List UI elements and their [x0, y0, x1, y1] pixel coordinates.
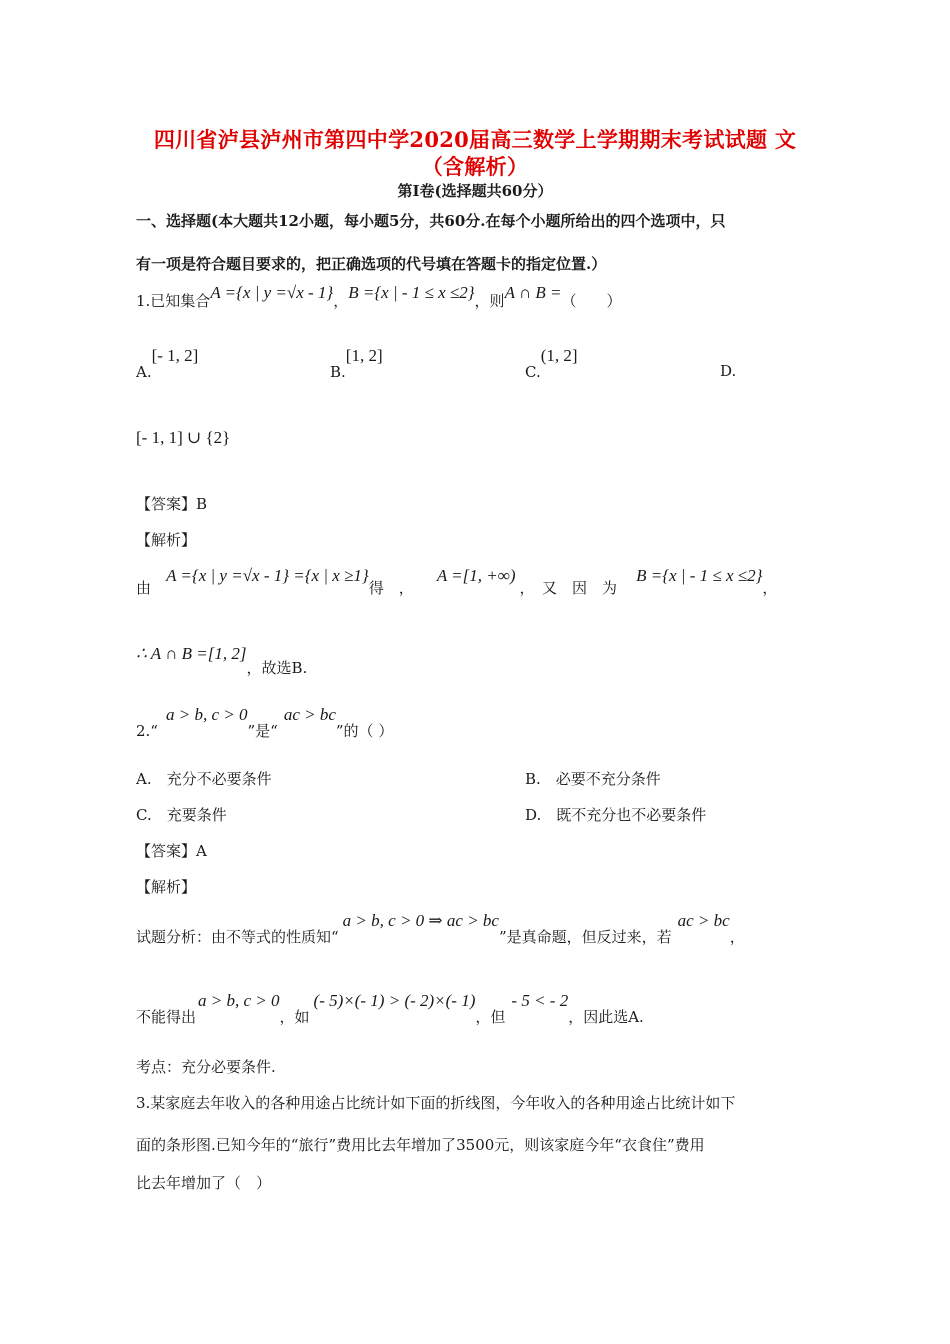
q1-option-b-math: [1, 2]	[345, 346, 383, 365]
q2-suffix: ”的（ ）	[335, 722, 394, 740]
q1-analysis-you: 由	[136, 579, 152, 597]
q2-answer: 【答案】A	[136, 842, 207, 860]
document-title-suffix: （含解析）	[421, 154, 529, 179]
q2-line2-end: ，因此选A.	[568, 1008, 644, 1026]
q1-option-c-label: C.	[525, 363, 541, 381]
q1-option-a-label: A.	[136, 363, 152, 381]
q1-analysis-line-2	[136, 643, 308, 677]
q1-analysis-line-1	[136, 565, 778, 597]
q2-line1-end: ，	[729, 928, 745, 946]
q1-option-d-math: [- 1, 1] ∪ {2}	[136, 428, 231, 447]
q2-analysis-line-1	[136, 910, 745, 946]
q1-option-a	[136, 346, 199, 381]
q1-set-a: A ={x | y =√x - 1}	[210, 283, 334, 302]
question-1-stem	[136, 283, 622, 311]
q3-stem-line-1: 3.某家庭去年收入的各种用途占比统计如下面的折线图，今年收入的各种用途占比统计如下	[136, 1094, 736, 1112]
q1-option-b	[330, 346, 383, 381]
q1-analysis-math-3: B ={x | - 1 ≤ x ≤2}	[636, 566, 763, 585]
q1-analysis-de: 得 ，	[368, 579, 414, 597]
q1-option-b-label: B.	[330, 363, 346, 381]
q1-answer: 【答案】B	[136, 495, 208, 513]
q1-analysis-label: 【解析】	[136, 531, 197, 549]
q2-line2-math-2: (- 5)×(- 1) > (- 2)×(- 1)	[313, 991, 476, 1010]
q2-math-2: ac > bc	[283, 705, 336, 724]
q2-analysis-label: 【解析】	[136, 878, 197, 896]
q2-analysis-line-2	[136, 990, 644, 1026]
q1-paren: （ ）	[561, 292, 622, 310]
document-title: 四川省泸县泸州市第四中学2020届高三数学上学期期末考试试题 文	[153, 127, 797, 152]
q2-line2-pre: 不能得出	[136, 1008, 197, 1026]
q1-set-b: B ={x | - 1 ≤ x ≤2}	[348, 283, 475, 302]
q2-line2-math-1: a > b, c > 0	[198, 991, 280, 1010]
q2-line2-dan: ，但	[475, 1008, 506, 1026]
q1-analysis-math-1: A ={x | y =√x - 1} ={x | x ≥1}	[166, 566, 369, 585]
instructions-line-2: 有一项是符合题目要求的，把正确选项的代号填在答题卡的指定位置.）	[136, 255, 607, 273]
q2-line1-mid: ”是真命题，但反过来，若	[498, 928, 672, 946]
q2-line2-math-3: - 5 < - 2	[511, 991, 569, 1010]
q2-line1-math-2: ac > bc	[677, 911, 730, 930]
q1-ask: A ∩ B =	[504, 283, 562, 302]
q1-option-c-math: (1, 2]	[540, 346, 578, 365]
q2-mid: ”是“	[247, 722, 278, 740]
q2-kaodian: 考点：充分必要条件.	[136, 1058, 276, 1076]
q2-math-1: a > b, c > 0	[165, 705, 248, 724]
section-heading: 第Ⅰ卷(选择题共60分）	[397, 182, 553, 200]
q3-stem-line-2: 面的条形图.已知今年的“旅行”费用比去年增加了3500元，则该家庭今年“衣食住”费用	[136, 1136, 705, 1154]
q3-stem-line-3: 比去年增加了（ ）	[136, 1174, 272, 1192]
q1-analysis-youyin: ， 又 因 为	[519, 579, 617, 597]
q2-prefix: 2.“	[136, 722, 158, 740]
q1-comma: ，	[333, 292, 349, 310]
q1-analysis-math-2: A =[1, +∞)	[436, 566, 516, 585]
q2-option-a: A. 充分不必要条件	[136, 770, 272, 788]
q1-option-d-label: D.	[720, 362, 737, 380]
q1-option-a-math: [- 1, 2]	[151, 346, 199, 365]
instructions-line-1: 一、选择题(本大题共12小题，每小题5分，共60分.在每个小题所给出的四个选项中，只	[136, 212, 726, 230]
q2-option-c: C. 充要条件	[136, 806, 227, 824]
q2-line1-pre: 试题分析：由不等式的性质知“	[136, 928, 339, 946]
q2-option-b: B. 必要不充分条件	[525, 770, 661, 788]
q2-line2-ru: ，如	[279, 1008, 310, 1026]
q1-analysis-conclusion: ，故选B.	[246, 659, 308, 677]
q1-analysis-comma: ，	[762, 579, 778, 597]
question-2-stem	[136, 704, 394, 740]
q2-option-d: D. 既不充分也不必要条件	[525, 806, 707, 824]
q1-prefix: 1.已知集合	[136, 292, 211, 310]
q1-option-c	[525, 346, 578, 381]
q1-analysis-math-4: ∴ A ∩ B =[1, 2]	[136, 644, 247, 663]
q1-then: ，则	[474, 292, 505, 310]
q2-line1-math-1: a > b, c > 0 ⇒ ac > bc	[342, 911, 499, 930]
